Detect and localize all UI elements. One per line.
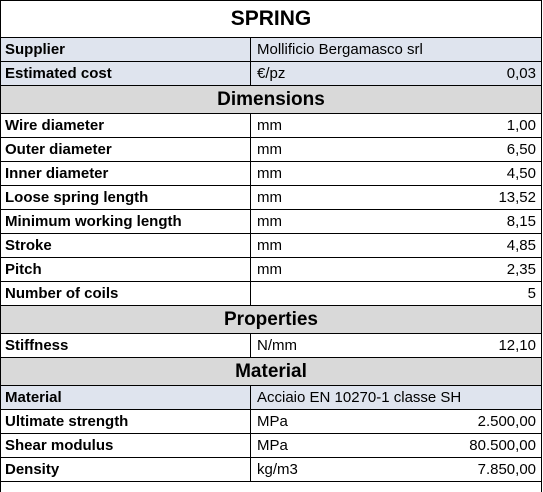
dimension-label: Loose spring length: [1, 186, 251, 209]
dimension-label: Stroke: [1, 234, 251, 257]
supplier-row: [1, 38, 541, 62]
dimensions-header-text: Dimensions: [217, 88, 325, 110]
dimension-label: Minimum working length: [1, 210, 251, 233]
property-unit: N/mm: [257, 337, 297, 354]
dimension-unit: mm: [257, 261, 282, 278]
dimension-value: 8,15: [506, 213, 536, 230]
estimated-cost-label: Estimated cost: [1, 62, 251, 85]
dimension-row: [1, 138, 541, 162]
material-label: Density: [1, 458, 251, 481]
estimated-cost-value: 0,03: [506, 65, 536, 82]
dimension-value: 2,35: [506, 261, 536, 278]
dimension-row: [1, 162, 541, 186]
dimension-row: [1, 114, 541, 138]
dimension-label: Pitch: [1, 258, 251, 281]
dimensions-header: [1, 86, 541, 114]
property-label: Stiffness: [1, 334, 251, 357]
material-name-label: Material: [1, 386, 251, 409]
dimension-label: Wire diameter: [1, 114, 251, 137]
dimension-label: Number of coils: [1, 282, 251, 305]
dimension-label: Inner diameter: [1, 162, 251, 185]
sheet-title: SPRING: [230, 7, 312, 30]
dimension-unit: mm: [257, 189, 282, 206]
dimension-row: [1, 210, 541, 234]
dimension-row: [1, 258, 541, 282]
dimension-value: 5: [527, 285, 536, 302]
property-value: 12,10: [498, 337, 536, 354]
estimated-cost-row: [1, 62, 541, 86]
dimension-value: 6,50: [506, 141, 536, 158]
material-name-row: [1, 386, 541, 410]
supplier-label: Supplier: [1, 38, 251, 61]
properties-header: [1, 306, 541, 334]
dimension-row: [1, 186, 541, 210]
sheet-title-row: [1, 0, 541, 38]
dimension-row: [1, 234, 541, 258]
material-row: [1, 410, 541, 434]
dimension-unit: mm: [257, 141, 282, 158]
material-name-value: Acciaio EN 10270-1 classe SH: [257, 389, 462, 406]
dimension-unit: mm: [257, 237, 282, 254]
material-unit: MPa: [257, 413, 288, 430]
material-label: Shear modulus: [1, 434, 251, 457]
dimension-unit: mm: [257, 117, 282, 134]
dimension-value: 4,50: [506, 165, 536, 182]
dimension-value: 1,00: [506, 117, 536, 134]
material-value: 7.850,00: [477, 461, 536, 478]
material-label: Ultimate strength: [1, 410, 251, 433]
dimension-unit: mm: [257, 213, 282, 230]
material-row: [1, 458, 541, 482]
dimension-value: 13,52: [498, 189, 536, 206]
dimension-row: [1, 282, 541, 306]
material-unit: MPa: [257, 437, 288, 454]
material-value: 2.500,00: [477, 413, 536, 430]
material-unit: kg/m3: [257, 461, 298, 478]
estimated-cost-unit: €/pz: [257, 65, 286, 82]
dimension-label: Outer diameter: [1, 138, 251, 161]
material-header-text: Material: [235, 360, 307, 382]
property-row: [1, 334, 541, 358]
dimension-unit: mm: [257, 165, 282, 182]
supplier-value: Mollificio Bergamasco srl: [257, 41, 423, 58]
dimension-value: 4,85: [506, 237, 536, 254]
dimension-unit: [251, 282, 401, 305]
material-value: 80.500,00: [469, 437, 536, 454]
material-header: [1, 358, 541, 386]
properties-header-text: Properties: [224, 308, 318, 330]
material-row: [1, 434, 541, 458]
